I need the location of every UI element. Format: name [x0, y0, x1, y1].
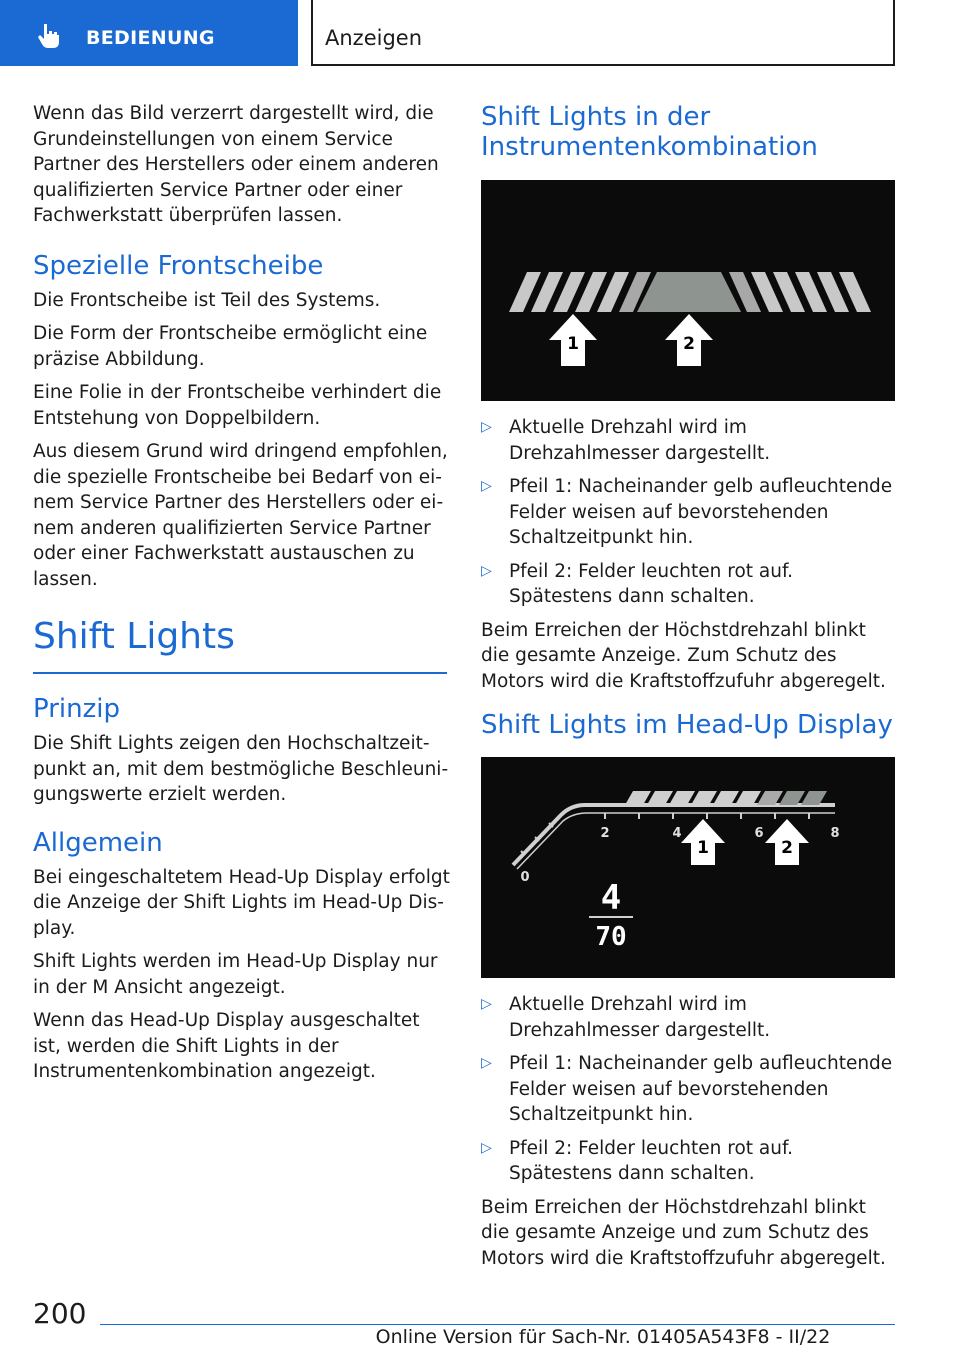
- footer-rule: [100, 1324, 895, 1325]
- frontscheibe-paragraph: Eine Folie in der Frontscheibe verhindert die Entstehung von Doppelbildern.: [33, 382, 442, 429]
- frontscheibe-paragraph: Die Frontscheibe ist Teil des Systems.: [33, 289, 381, 311]
- section-label: BEDIENUNG: [86, 27, 215, 49]
- triangle-right-icon: ▷: [481, 419, 492, 435]
- allgemein-paragraph: Shift Lights werden im Head-Up Display nur in der M Ansicht angezeigt.: [33, 951, 438, 998]
- list-item: ▷ Pfeil 1: Nacheinander gelb aufleuchtende Felder weisen auf bevorstehenden Schaltzeitpunkt hin.: [481, 1053, 893, 1125]
- scale-label: 4: [672, 826, 682, 841]
- list-item: ▷ Aktuelle Drehzahl wird im Drehzahlmesser dargestellt.: [481, 417, 771, 464]
- scale-label: 8: [830, 826, 840, 841]
- hud-shift-light-segments: [625, 791, 827, 805]
- triangle-right-icon: ▷: [481, 478, 492, 494]
- right-column: [481, 102, 895, 1279]
- arrow-1-icon: [549, 314, 597, 366]
- frontscheibe-paragraph: Aus diesem Grund wird dringend empfohlen, die spezielle Frontscheibe bei Bedarf von einem Service Partner des Herstellers oder einem anderen qualifizierten Service Partner oder einer Fachwerkstatt austauschen zu lassen.: [33, 441, 448, 590]
- page-title: Anzeigen: [325, 26, 423, 50]
- triangle-right-icon: ▷: [481, 996, 492, 1012]
- list-item: ▷ Pfeil 2: Felder leuchten rot auf. Spätestens dann schalten.: [481, 1137, 794, 1184]
- arrow-2-icon: [765, 819, 809, 865]
- scale-label: 0: [520, 870, 530, 885]
- arrow-2-label: 2: [781, 838, 793, 858]
- scale-label: 6: [754, 826, 764, 841]
- hud-note: Beim Erreichen der Höchstdrehzahl blinkt die gesamte Anzeige und zum Schutz des Motors wird die Kraftstoffzufuhr abgeregelt.: [481, 1196, 886, 1269]
- shift-lights-heading: Shift Lights: [33, 616, 235, 657]
- hud-bullet-list: [481, 992, 895, 1187]
- left-column: [33, 101, 451, 1093]
- triangle-right-icon: ▷: [481, 562, 492, 579]
- gear-display: 4: [600, 878, 622, 918]
- cluster-heading: Shift Lights in der Instrumentenkombination: [481, 102, 818, 162]
- footer-text: Online Version für Sach-Nr. 01405A543F8 - II/22: [375, 1326, 831, 1348]
- hud-shift-lights-figure: [481, 757, 895, 978]
- frontscheibe-heading: Spezielle Frontscheibe: [33, 250, 324, 281]
- allgemein-paragraph: Bei eingeschaltetem Head-Up Display erfolgt die Anzeige der Shift Lights im Head-Up Display.: [33, 866, 450, 939]
- cluster-bullet-list: [481, 415, 895, 610]
- intro-paragraph: Wenn das Bild verzerrt dargestellt wird, die Grundeinstellungen von einem Service Partner des Herstellers oder einem anderen qualifizierten Service Partner oder einer Fachwerkstatt überprüfen lassen.: [33, 103, 439, 226]
- scale-label: 2: [600, 826, 610, 841]
- list-item: ▷ Pfeil 1: Nacheinander gelb aufleuchtende Felder weisen auf bevorstehenden Schaltzeitpunkt hin.: [481, 476, 893, 548]
- frontscheibe-paragraph: Die Form der Frontscheibe ermöglicht eine präzise Abbildung.: [33, 323, 428, 370]
- allgemein-paragraph: Wenn das Head-Up Display ausgeschaltet ist, werden die Shift Lights in der Instrumentenkombination angezeigt.: [33, 1010, 420, 1082]
- arrow-1-icon: [681, 819, 725, 865]
- arrow-1-label: 1: [567, 334, 579, 354]
- prinzip-paragraph: Die Shift Lights zeigen den Hochschaltzeitpunkt an, mit dem bestmögliche Beschleunigungswerte erzielt werden.: [33, 733, 449, 805]
- arrow-2-label: 2: [683, 334, 695, 354]
- triangle-right-icon: ▷: [481, 1139, 492, 1156]
- page-number: 200: [33, 1297, 87, 1330]
- shift-light-segments: [509, 272, 871, 312]
- list-item: ▷ Pfeil 2: Felder leuchten rot auf. Spätestens dann schalten.: [481, 560, 794, 607]
- speed-display: 70: [595, 922, 627, 952]
- cluster-shift-lights-figure: [481, 180, 895, 401]
- arrow-1-label: 1: [697, 838, 709, 858]
- triangle-right-icon: ▷: [481, 1055, 492, 1071]
- hud-heading: Shift Lights im Head-Up Display: [481, 710, 893, 740]
- list-item: ▷ Aktuelle Drehzahl wird im Drehzahlmesser dargestellt.: [481, 994, 771, 1041]
- hand-pointer-icon: [34, 20, 64, 50]
- allgemein-heading: Allgemein: [33, 827, 163, 858]
- arrow-2-icon: [665, 314, 713, 366]
- prinzip-heading: Prinzip: [33, 694, 120, 724]
- heading-rule: [33, 672, 447, 674]
- section-tab: [0, 0, 298, 66]
- cluster-note: Beim Erreichen der Höchstdrehzahl blinkt die gesamte Anzeige. Zum Schutz des Motors wird die Kraftstoffzufuhr abgeregelt.: [481, 619, 886, 692]
